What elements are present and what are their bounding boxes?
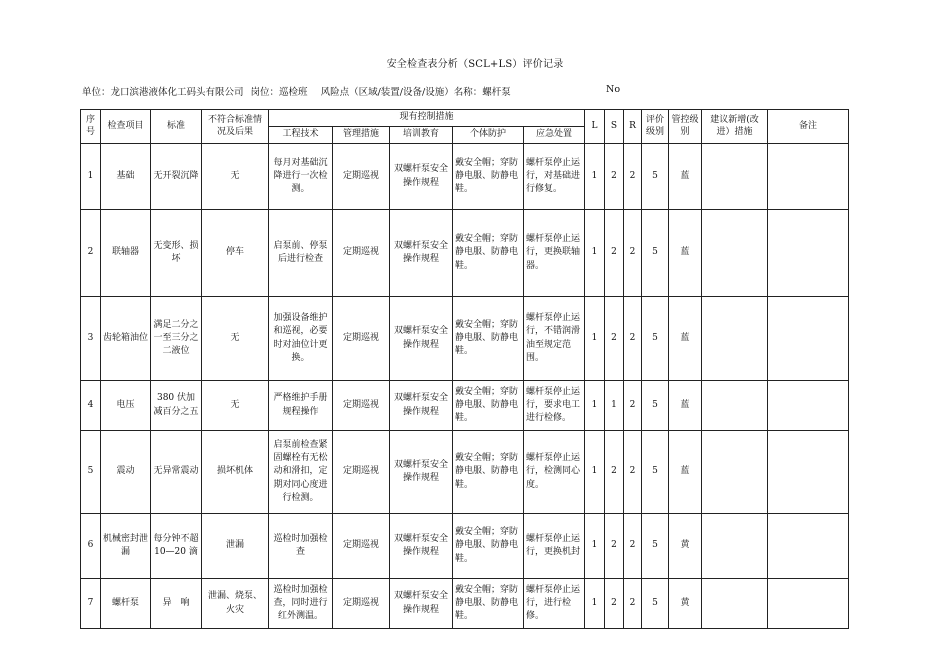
table-row bbox=[81, 431, 849, 514]
emergency-cell: 螺杆泵停止运行，要求电工进行检修。 bbox=[524, 381, 585, 431]
suggest-cell bbox=[702, 210, 768, 297]
seq-cell: 6 bbox=[81, 514, 101, 579]
training-cell: 双螺杆泵安全操作规程 bbox=[390, 579, 453, 629]
header-eng: 工程技术 bbox=[269, 127, 333, 144]
risk-point-label: 风险点（区域/装置/设备/设施）名称：螺杆泵 bbox=[320, 87, 511, 98]
emergency-cell: 螺杆泵停止运行，更换联轴器。 bbox=[524, 210, 585, 297]
standard-cell: 异 响 bbox=[151, 579, 202, 629]
evaluation-table bbox=[80, 109, 849, 629]
nonconform-cell: 停车 bbox=[202, 210, 269, 297]
l-cell: 1 bbox=[585, 210, 605, 297]
ctrl-level-cell: 蓝 bbox=[669, 381, 702, 431]
training-cell: 双螺杆泵安全操作规程 bbox=[390, 297, 453, 381]
standard-cell: 无开裂沉降 bbox=[151, 144, 202, 210]
ctrl-level-cell: 蓝 bbox=[669, 144, 702, 210]
mgmt-measure-cell: 定期巡视 bbox=[333, 210, 390, 297]
header-level: 评价级别 bbox=[642, 110, 669, 144]
table-row bbox=[81, 144, 849, 210]
ppe-cell: 戴安全帽；穿防静电服、防静电鞋。 bbox=[453, 381, 524, 431]
s-cell: 2 bbox=[605, 514, 624, 579]
nonconform-cell: 损坏机体 bbox=[202, 431, 269, 514]
table-row bbox=[81, 297, 849, 381]
item-cell: 齿轮箱油位 bbox=[101, 297, 151, 381]
header-l: L bbox=[585, 110, 605, 144]
s-cell: 2 bbox=[605, 431, 624, 514]
l-cell: 1 bbox=[585, 431, 605, 514]
table-row bbox=[81, 514, 849, 579]
header-ppe: 个体防护 bbox=[453, 127, 524, 144]
eng-measure-cell: 启泵前、停泵后进行检查 bbox=[269, 210, 333, 297]
standard-cell: 无变形、损坏 bbox=[151, 210, 202, 297]
r-cell: 2 bbox=[624, 514, 642, 579]
ctrl-level-cell: 蓝 bbox=[669, 210, 702, 297]
remark-cell bbox=[768, 579, 849, 629]
post-label: 岗位：巡检班 bbox=[250, 87, 308, 98]
mgmt-measure-cell: 定期巡视 bbox=[333, 431, 390, 514]
mgmt-measure-cell: 定期巡视 bbox=[333, 579, 390, 629]
unit-label: 单位：龙口滨港液体化工码头有限公司 bbox=[82, 87, 244, 98]
header-nonconform: 不符合标准情况及后果 bbox=[202, 110, 269, 144]
suggest-cell bbox=[702, 431, 768, 514]
mgmt-measure-cell: 定期巡视 bbox=[333, 514, 390, 579]
remark-cell bbox=[768, 210, 849, 297]
eng-measure-cell: 启泵前检查紧固螺栓有无松动和滑扣，定期对同心度进行检测。 bbox=[269, 431, 333, 514]
l-cell: 1 bbox=[585, 579, 605, 629]
header-controls: 现有控制措施 bbox=[269, 110, 585, 127]
header-r: R bbox=[624, 110, 642, 144]
training-cell: 双螺杆泵安全操作规程 bbox=[390, 514, 453, 579]
eng-measure-cell: 巡检时加强检查，同时进行红外测温。 bbox=[269, 579, 333, 629]
seq-cell: 5 bbox=[81, 431, 101, 514]
training-cell: 双螺杆泵安全操作规程 bbox=[390, 381, 453, 431]
item-cell: 螺杆泵 bbox=[101, 579, 151, 629]
level-cell: 5 bbox=[642, 381, 669, 431]
info-line bbox=[82, 84, 511, 98]
remark-cell bbox=[768, 297, 849, 381]
item-cell: 联轴器 bbox=[101, 210, 151, 297]
standard-cell: 每分钟不超 10—20 滴 bbox=[151, 514, 202, 579]
emergency-cell: 螺杆泵停止运行，对基础进行修复。 bbox=[524, 144, 585, 210]
remark-cell bbox=[768, 381, 849, 431]
level-cell: 5 bbox=[642, 431, 669, 514]
seq-cell: 3 bbox=[81, 297, 101, 381]
table-row bbox=[81, 579, 849, 629]
nonconform-cell: 泄漏 bbox=[202, 514, 269, 579]
ppe-cell: 戴安全帽；穿防静电服、防静电鞋。 bbox=[453, 579, 524, 629]
nonconform-cell: 无 bbox=[202, 381, 269, 431]
nonconform-cell: 泄漏、烧泵、火灾 bbox=[202, 579, 269, 629]
ppe-cell: 戴安全帽；穿防静电服、防静电鞋。 bbox=[453, 431, 524, 514]
standard-cell: 380 伏加减百分之五 bbox=[151, 381, 202, 431]
ppe-cell: 戴安全帽；穿防静电服、防静电鞋。 bbox=[453, 210, 524, 297]
s-cell: 1 bbox=[605, 381, 624, 431]
seq-cell: 4 bbox=[81, 381, 101, 431]
standard-cell: 满足二分之一至三分之二液位 bbox=[151, 297, 202, 381]
ctrl-level-cell: 黄 bbox=[669, 514, 702, 579]
document-title: 安全检查表分析（SCL+LS）评价记录 bbox=[386, 59, 564, 70]
level-cell: 5 bbox=[642, 297, 669, 381]
r-cell: 2 bbox=[624, 381, 642, 431]
s-cell: 2 bbox=[605, 210, 624, 297]
nonconform-cell: 无 bbox=[202, 144, 269, 210]
r-cell: 2 bbox=[624, 431, 642, 514]
table-row bbox=[81, 381, 849, 431]
ppe-cell: 戴安全帽；穿防静电服、防静电鞋。 bbox=[453, 514, 524, 579]
seq-cell: 1 bbox=[81, 144, 101, 210]
header-seq: 序号 bbox=[81, 110, 101, 144]
emergency-cell: 螺杆泵停止运行，更换机封 bbox=[524, 514, 585, 579]
ppe-cell: 戴安全帽；穿防静电服、防静电鞋。 bbox=[453, 144, 524, 210]
nonconform-cell: 无 bbox=[202, 297, 269, 381]
training-cell: 双螺杆泵安全操作规程 bbox=[390, 210, 453, 297]
mgmt-measure-cell: 定期巡视 bbox=[333, 144, 390, 210]
suggest-cell bbox=[702, 514, 768, 579]
r-cell: 2 bbox=[624, 210, 642, 297]
suggest-cell bbox=[702, 579, 768, 629]
eng-measure-cell: 巡检时加强检查 bbox=[269, 514, 333, 579]
emergency-cell: 螺杆泵停止运行，进行检修。 bbox=[524, 579, 585, 629]
ctrl-level-cell: 蓝 bbox=[669, 297, 702, 381]
standard-cell: 无异常震动 bbox=[151, 431, 202, 514]
level-cell: 5 bbox=[642, 210, 669, 297]
table-row bbox=[81, 210, 849, 297]
mgmt-measure-cell: 定期巡视 bbox=[333, 297, 390, 381]
remark-cell bbox=[768, 514, 849, 579]
table-body bbox=[81, 144, 849, 629]
r-cell: 2 bbox=[624, 579, 642, 629]
s-cell: 2 bbox=[605, 297, 624, 381]
number-label: No bbox=[606, 84, 621, 95]
emergency-cell: 螺杆泵停止运行，检测同心度。 bbox=[524, 431, 585, 514]
ppe-cell: 戴安全帽；穿防静电服、防静电鞋。 bbox=[453, 297, 524, 381]
level-cell: 5 bbox=[642, 514, 669, 579]
s-cell: 2 bbox=[605, 144, 624, 210]
suggest-cell bbox=[702, 297, 768, 381]
eng-measure-cell: 加强设备维护和巡视，必要时对油位计更换。 bbox=[269, 297, 333, 381]
seq-cell: 2 bbox=[81, 210, 101, 297]
header-train: 培训教育 bbox=[390, 127, 453, 144]
item-cell: 机械密封泄漏 bbox=[101, 514, 151, 579]
item-cell: 电压 bbox=[101, 381, 151, 431]
level-cell: 5 bbox=[642, 144, 669, 210]
level-cell: 5 bbox=[642, 579, 669, 629]
header-emerg: 应急处置 bbox=[524, 127, 585, 144]
suggest-cell bbox=[702, 144, 768, 210]
training-cell: 双螺杆泵安全操作规程 bbox=[390, 431, 453, 514]
item-cell: 基础 bbox=[101, 144, 151, 210]
r-cell: 2 bbox=[624, 144, 642, 210]
remark-cell bbox=[768, 144, 849, 210]
header-mgmt: 管理措施 bbox=[333, 127, 390, 144]
l-cell: 1 bbox=[585, 381, 605, 431]
mgmt-measure-cell: 定期巡视 bbox=[333, 381, 390, 431]
l-cell: 1 bbox=[585, 514, 605, 579]
training-cell: 双螺杆泵安全操作规程 bbox=[390, 144, 453, 210]
item-cell: 震动 bbox=[101, 431, 151, 514]
ctrl-level-cell: 蓝 bbox=[669, 431, 702, 514]
suggest-cell bbox=[702, 381, 768, 431]
l-cell: 1 bbox=[585, 144, 605, 210]
header-item: 检查项目 bbox=[101, 110, 151, 144]
eng-measure-cell: 每月对基础沉降进行一次检测。 bbox=[269, 144, 333, 210]
header-remark: 备注 bbox=[768, 110, 849, 144]
s-cell: 2 bbox=[605, 579, 624, 629]
header-standard: 标准 bbox=[151, 110, 202, 144]
remark-cell bbox=[768, 431, 849, 514]
header-suggest: 建议新增(改进）措施 bbox=[702, 110, 768, 144]
header-ctrl-level: 管控级别 bbox=[669, 110, 702, 144]
r-cell: 2 bbox=[624, 297, 642, 381]
eng-measure-cell: 严格维护手册规程操作 bbox=[269, 381, 333, 431]
ctrl-level-cell: 黄 bbox=[669, 579, 702, 629]
header-s: S bbox=[605, 110, 624, 144]
l-cell: 1 bbox=[585, 297, 605, 381]
seq-cell: 7 bbox=[81, 579, 101, 629]
emergency-cell: 螺杆泵停止运行，不错润滑油至规定范围。 bbox=[524, 297, 585, 381]
